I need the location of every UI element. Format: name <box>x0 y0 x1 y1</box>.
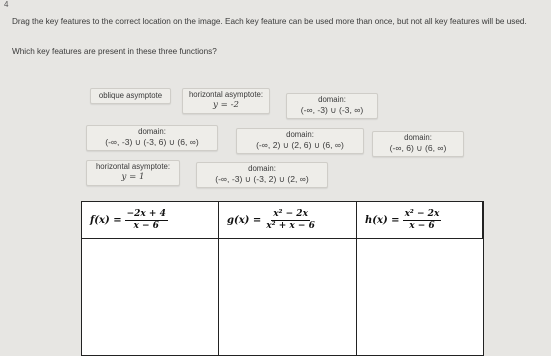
g-fraction <box>264 209 317 232</box>
card-value: (-∞, 2) ∪ (2, 6) ∪ (6, ∞) <box>256 140 344 150</box>
f-numerator: −2x + 4 <box>126 208 166 219</box>
h-fraction <box>403 209 442 232</box>
card-domain-c[interactable] <box>236 128 364 154</box>
card-label: domain: <box>286 130 314 139</box>
card-domain-a[interactable] <box>286 93 378 119</box>
card-value: (-∞, -3) ∪ (-3, 2) ∪ (2, ∞) <box>215 174 309 184</box>
f-denominator: x − 6 <box>133 220 159 231</box>
card-label: oblique asymptote <box>98 91 163 100</box>
card-horizontal-asymptote-1[interactable] <box>86 160 180 186</box>
header-h <box>357 202 483 239</box>
card-value: (-∞, 6) ∪ (6, ∞) <box>389 143 447 153</box>
g-numerator: x² − 2x <box>273 208 308 219</box>
card-domain-e[interactable] <box>196 162 328 188</box>
instructions-text: Drag the key features to the correct location on the image. Each key feature can be used more than once, but not all key features will be used. <box>12 17 527 26</box>
h-name: h(x) = <box>365 214 400 226</box>
dropzone-g[interactable] <box>219 239 357 355</box>
question-number: 4 <box>4 0 9 9</box>
card-label: horizontal asymptote: <box>95 162 171 171</box>
card-value: (-∞, -3) ∪ (-3, ∞) <box>300 105 364 115</box>
question-text: Which key features are present in these three functions? <box>12 47 217 56</box>
f-name: f(x) = <box>90 214 122 226</box>
card-domain-b[interactable] <box>86 125 218 151</box>
card-value: y = 1 <box>121 172 145 182</box>
card-label: domain: <box>318 95 346 104</box>
dropzone-h[interactable] <box>357 239 483 355</box>
dropzone-f[interactable] <box>82 239 219 355</box>
card-value: (-∞, -3) ∪ (-3, 6) ∪ (6, ∞) <box>105 137 199 147</box>
card-domain-d[interactable] <box>372 131 464 157</box>
header-f <box>82 202 219 239</box>
h-numerator: x² − 2x <box>404 208 440 219</box>
f-fraction <box>125 209 168 232</box>
card-label: domain: <box>248 164 276 173</box>
card-label: domain: <box>404 133 432 142</box>
card-horizontal-asymptote-neg2[interactable] <box>182 88 270 114</box>
functions-table <box>81 201 484 356</box>
card-label: horizontal asymptote: <box>188 90 264 99</box>
card-oblique-asymptote[interactable] <box>90 88 171 104</box>
g-name: g(x) = <box>227 214 262 226</box>
h-denominator: x − 6 <box>409 220 435 231</box>
g-denominator: x² + x − 6 <box>266 220 315 231</box>
card-value: y = -2 <box>213 100 239 110</box>
card-label: domain: <box>138 127 166 136</box>
header-g <box>219 202 357 239</box>
